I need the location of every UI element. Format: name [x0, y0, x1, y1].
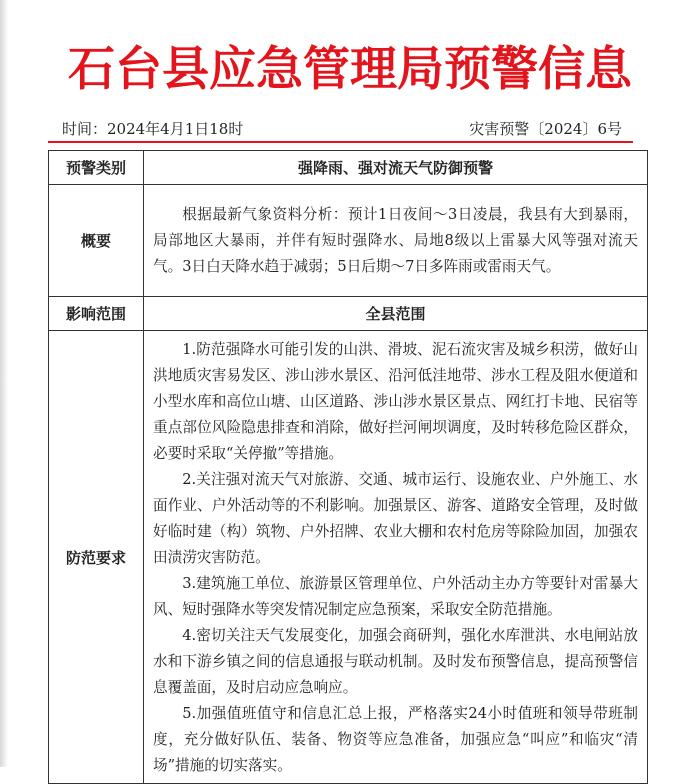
table-row: [49, 185, 648, 297]
table-row: [49, 151, 648, 185]
summary-text: 根据最新气象资料分析：预计1日夜间～3日凌晨，我县有大到暴雨，局部地区大暴雨，并伴有短时强降水、局地8级以上雷暴大风等强对流天气。3日白天降水趋于减弱；5日后期～7日多阵雨或雷雨天气。: [153, 205, 638, 275]
table-row: [49, 331, 648, 784]
requirement-item: 3.建筑施工单位、旅游景区管理单位、户外活动主办方等要针对雷暴大风、短时强降水等突发情况制定应急预案，采取安全防范措施。: [153, 575, 638, 618]
document-title: 石台县应急管理局预警信息: [68, 42, 632, 97]
requirement-item: 1.防范强降水可能引发的山洪、滑坡、泥石流灾害及城乡积涝，做好山洪地质灾害易发区、涉山涉水景区、沿河低洼地带、涉水工程及阻水便道和小型水库和高位山塘、山区道路、涉山涉水景区景点、网红打卡地、民宿等重点部位风险隐患排查和消除，做好拦河闸坝调度，及时转移危险区群众，必要时采取“关停撤”等措施。: [153, 341, 638, 462]
table-row: [49, 297, 648, 331]
scope-value: 全县范围: [144, 297, 648, 331]
requirements-cell: [144, 331, 648, 784]
requirement-item: 5.加强值班值守和信息汇总上报，严格落实24小时值班和领导带班制度，充分做好队伍、装备、物资等应急准备，加强应急“叫应”和临灾“清场”措施的切实落实。: [153, 705, 638, 774]
page-edge-shadow: [0, 0, 8, 767]
requirement-item: 2.关注强对流天气对旅游、交通、城市运行、设施农业、户外施工、水面作业、户外活动等的不利影响。加强景区、游客、道路安全管理，及时做好临时建（构）筑物、户外招牌、农业大棚和农村危房等除险加固，加强农田渍涝灾害防范。: [153, 471, 638, 566]
scope-label: 影响范围: [49, 297, 144, 331]
category-value: 强降雨、强对流天气防御预警: [144, 151, 648, 185]
red-divider-line: [48, 141, 633, 143]
summary-label: 概要: [49, 185, 144, 297]
requirement-item: 4.密切关注天气发展变化，加强会商研判，强化水库泄洪、水电闸站放水和下游乡镇之间的信息通报与联动机制。及时发布预警信息，提高预警信息覆盖面，及时启动应急响应。: [153, 627, 638, 696]
category-label: 预警类别: [49, 151, 144, 185]
summary-cell: [144, 185, 648, 297]
requirements-label: 防范要求: [49, 331, 144, 784]
issue-number: 灾害预警〔2024〕6号: [469, 120, 622, 138]
warning-table: [48, 150, 648, 784]
issue-time: 时间：2024年4月1日18时: [62, 120, 244, 138]
